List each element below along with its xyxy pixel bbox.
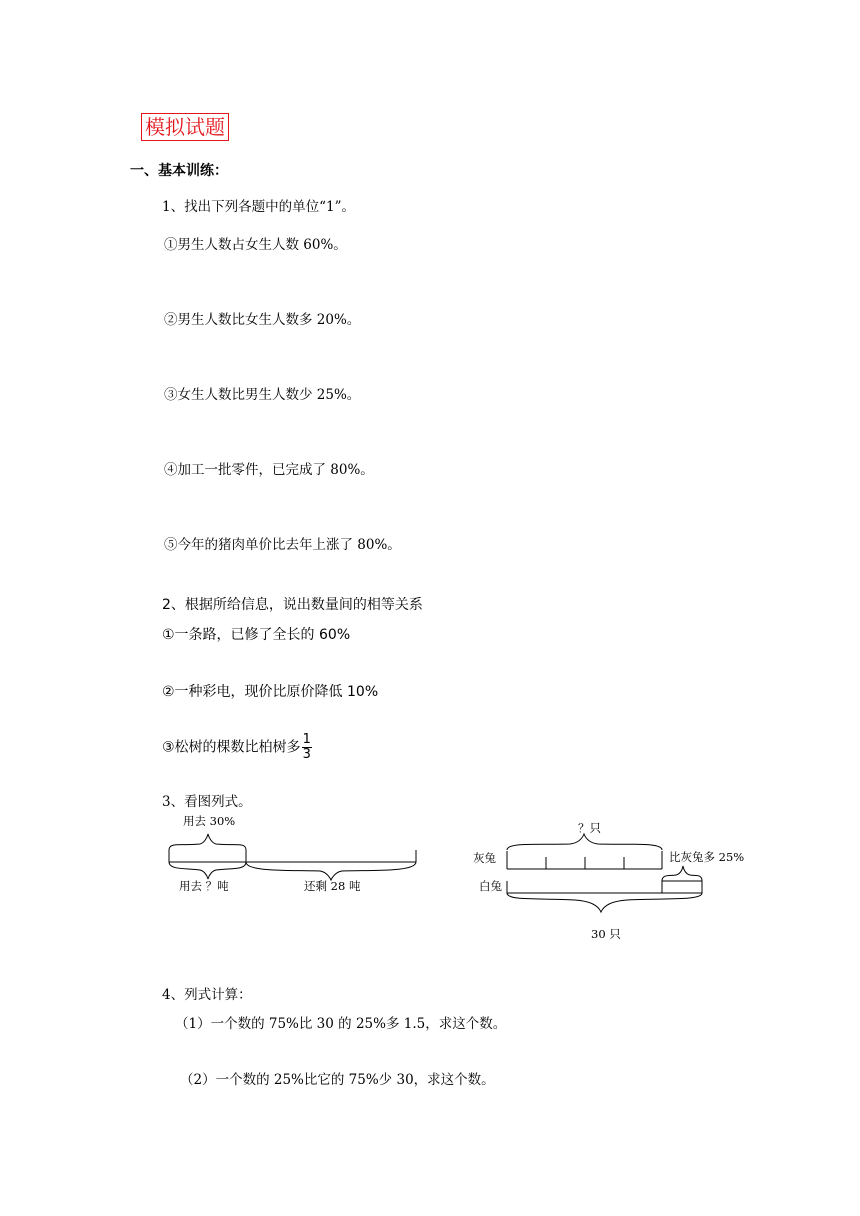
gray-rabbit-label: 灰兔 bbox=[473, 851, 496, 865]
diagram-rabbits bbox=[473, 821, 744, 941]
extra-brace bbox=[662, 866, 702, 881]
used-tons-label: 用去 ？吨 bbox=[179, 879, 229, 893]
q4-prompt: 4、列式计算： bbox=[162, 987, 252, 1003]
q3-diagrams bbox=[0, 810, 860, 950]
more-percent-label: 比灰兔多 25% bbox=[669, 850, 745, 864]
q2-item-3 bbox=[162, 733, 312, 762]
q4-item-1: （1）一个数的 75%比 30 的 25%多 1.5，求这个数。 bbox=[175, 1016, 507, 1032]
fraction-numerator: 1 bbox=[302, 732, 311, 747]
page-title: 模拟试题 bbox=[141, 113, 229, 141]
q1-item-4: ④加工一批零件，已完成了 80%。 bbox=[164, 462, 374, 478]
total-label: 30 只 bbox=[591, 927, 621, 941]
q2-item-2: ②一种彩电，现价比原价降低 10% bbox=[162, 684, 379, 700]
used-brace bbox=[169, 862, 246, 879]
remaining-brace bbox=[246, 862, 416, 880]
q4-item-2: （2）一个数的 25%比它的 75%少 30，求这个数。 bbox=[180, 1072, 495, 1088]
question-label: ？只 bbox=[578, 821, 601, 835]
q1-item-3: ③女生人数比男生人数少 25%。 bbox=[164, 387, 361, 403]
q1-item-1: ①男生人数占女生人数 60%。 bbox=[164, 237, 347, 253]
section-heading: 一、基本训练： bbox=[130, 163, 228, 179]
diagram-usage bbox=[169, 814, 416, 893]
fraction bbox=[302, 733, 312, 762]
q2-prompt: 2、根据所给信息，说出数量间的相等关系 bbox=[162, 597, 423, 613]
q1-prompt: 1、找出下列各题中的单位“1”。 bbox=[162, 199, 355, 215]
q1-item-5: ⑤今年的猪肉单价比去年上涨了 80%。 bbox=[164, 537, 401, 553]
q1-item-2: ②男生人数比女生人数多 20%。 bbox=[164, 312, 361, 328]
fraction-denominator: 3 bbox=[302, 747, 311, 762]
white-rabbit-label: 白兔 bbox=[479, 879, 502, 893]
white-total-brace bbox=[507, 893, 702, 912]
q2-item-1: ①一条路，已修了全长的 60% bbox=[162, 627, 351, 643]
remaining-tons-label: 还剩 28 吨 bbox=[304, 879, 361, 893]
q2-item-3-text: ③松树的棵数比柏树多 bbox=[162, 739, 301, 756]
q3-prompt: 3、看图列式。 bbox=[162, 794, 252, 810]
gray-total-brace bbox=[507, 834, 662, 850]
used-percent-label: 用去 30% bbox=[183, 814, 236, 828]
top-brace bbox=[169, 834, 246, 850]
